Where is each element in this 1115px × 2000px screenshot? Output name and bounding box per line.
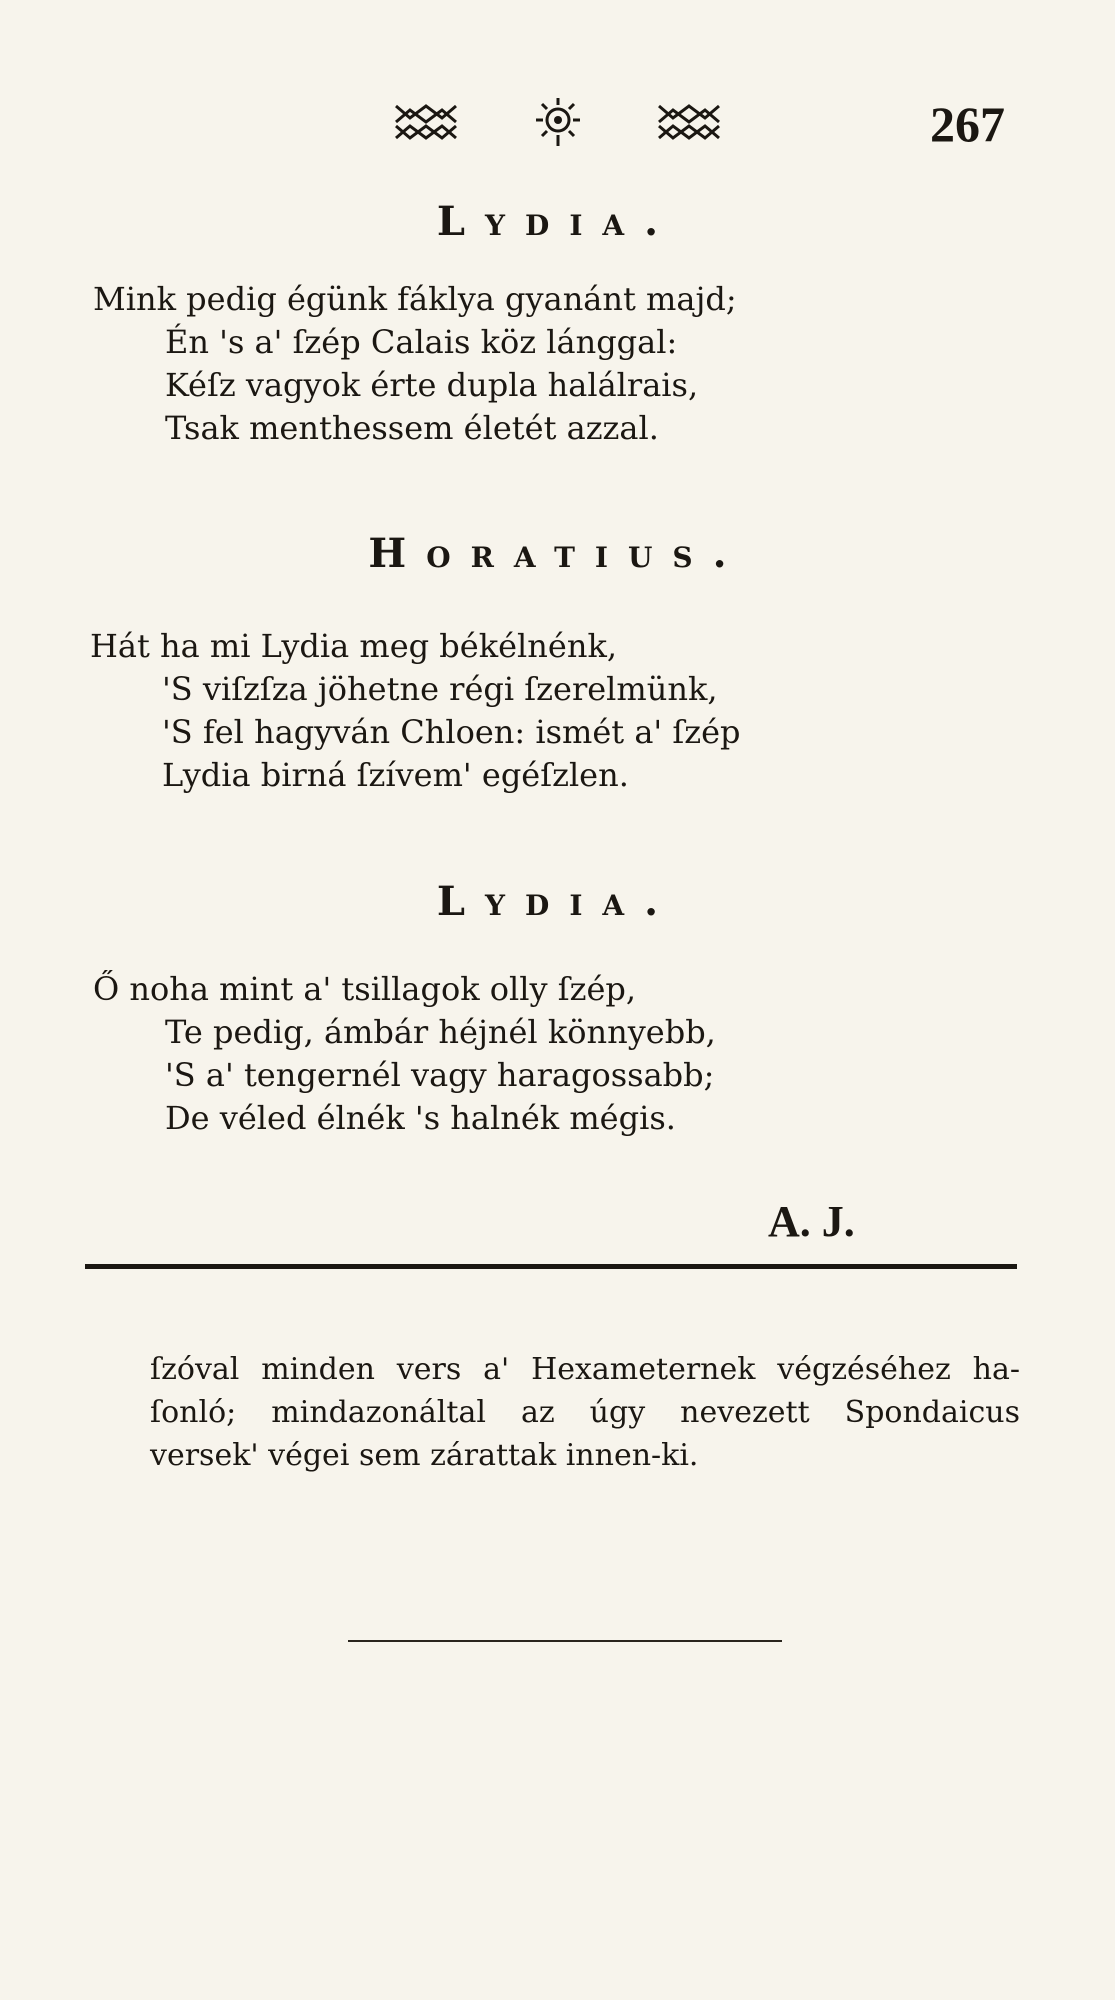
page-number: 267	[930, 96, 1005, 152]
zigzag-ornament-icon	[657, 102, 721, 146]
footnote-line: ſonló; mindazonáltal az úgy nevezett Spondaicus	[150, 1395, 1020, 1430]
stanza-horatius	[90, 625, 741, 797]
end-rule	[348, 1640, 782, 1642]
speaker-heading-lydia: Lydia.	[436, 878, 679, 925]
verse-line: Te pedig, ámbár héjnél könnyebb,	[165, 1013, 716, 1051]
speaker-heading-horatius: Horatius.	[368, 530, 747, 577]
zigzag-ornament-icon	[394, 102, 458, 146]
stanza-lydia-2	[93, 968, 716, 1140]
verse-line: 'S fel hagyván Chloen: ismét a' ſzép	[162, 713, 741, 751]
footnote-line: versek' végei sem zárattak innen-ki.	[150, 1438, 699, 1473]
verse-line: Mink pedig égünk fáklya gyanánt majd;	[93, 280, 737, 318]
verse-line: 'S viſzſza jöhetne régi ſzerelmünk,	[162, 670, 718, 708]
footnote-line: ſzóval minden vers a' Hexameternek végzéséhez ha-	[150, 1352, 1020, 1387]
verse-line: Én 's a' ſzép Calais köz lánggal:	[165, 323, 678, 361]
author-signature: A. J.	[768, 1197, 855, 1246]
sun-ornament-icon	[532, 96, 584, 152]
footnote-divider	[85, 1264, 1017, 1269]
speaker-heading-lydia: Lydia.	[436, 198, 679, 245]
verse-line: Ő noha mint a' tsillagok olly ſzép,	[93, 970, 637, 1008]
stanza-lydia-1	[93, 278, 737, 450]
verse-line: Lydia birná ſzívem' egéſzlen.	[162, 756, 629, 794]
verse-line: Tsak menthessem életét azzal.	[165, 409, 659, 447]
verse-line: De véled élnék 's halnék mégis.	[165, 1099, 676, 1137]
verse-line: Hát ha mi Lydia meg békélnénk,	[90, 627, 617, 665]
footnote-text	[150, 1348, 1020, 1477]
verse-line: 'S a' tengernél vagy haragossabb;	[165, 1056, 715, 1094]
verse-line: Kéſz vagyok érte dupla halálrais,	[165, 366, 699, 404]
